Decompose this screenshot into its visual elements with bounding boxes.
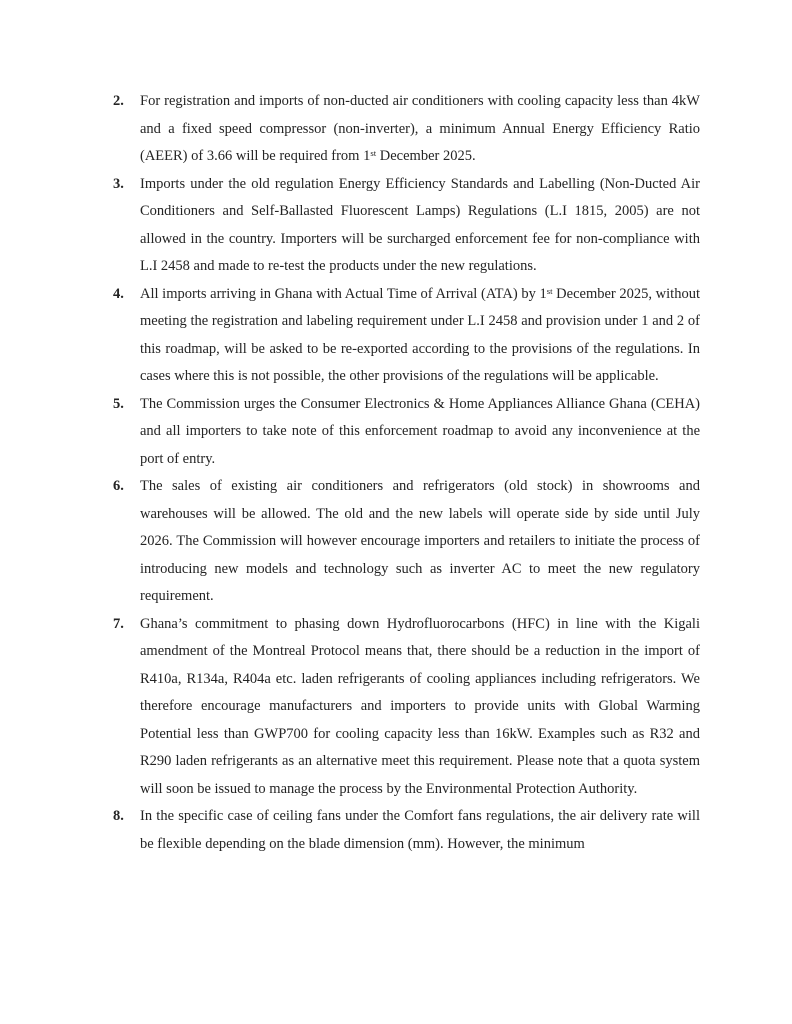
list-item bbox=[113, 611, 700, 804]
list-item bbox=[113, 281, 700, 391]
ordinal-suffix: st bbox=[546, 285, 553, 296]
item-number: 6. bbox=[113, 478, 124, 494]
item-text: For registration and imports of non-ducted air conditioners with cooling capacity less than 4kW and a fixed speed compressor (non-inverter), a minimum Annual Energy Efficiency Ratio (AEER) of 3.66 will be required from 1st December 2025. bbox=[140, 93, 700, 164]
list-item bbox=[113, 88, 700, 171]
item-text: Ghana’s commitment to phasing down Hydrofluorocarbons (HFC) in line with the Kigali amendment of the Montreal Protocol means that, there should be a reduction in the import of R410a, R134a, R404a etc. laden refrigerants of cooling appliances including refrigerators. We therefore encourage manufacturers and importers to provide units with Global Warming Potential less than GWP700 for cooling capacity less than 16kW. Examples such as R32 and R290 laden refrigerants as an alternative meet this requirement. Please note that a quota system will soon be issued to manage the process by the Environmental Protection Authority. bbox=[140, 615, 700, 797]
item-text: In the specific case of ceiling fans under the Comfort fans regulations, the air delivery rate will be flexible depending on the blade dimension (mm). However, the minimum bbox=[140, 808, 700, 852]
item-number: 5. bbox=[113, 395, 124, 412]
item-number: 2. bbox=[113, 93, 124, 109]
item-number: 3. bbox=[113, 175, 124, 192]
item-text: The Commission urges the Consumer Electronics & Home Appliances Alliance Ghana (CEHA) and all importers to take note of this enforcement roadmap to avoid any inconvenience at the port of entry. bbox=[140, 395, 700, 467]
ordinal-suffix: st bbox=[370, 148, 377, 159]
list-item bbox=[113, 391, 700, 474]
item-text: The sales of existing air conditioners and refrigerators (old stock) in showrooms and warehouses will be allowed. The old and the new labels will operate side by side until July 2026. The Commission will however encourage importers and retailers to initiate the process of introducing new models and technology such as inverter AC to meet the new regulatory requirement. bbox=[140, 478, 700, 604]
list-item bbox=[113, 473, 700, 611]
item-text: Imports under the old regulation Energy Efficiency Standards and Labelling (Non-Ducted Air Conditioners and Self-Ballasted Fluorescent Lamps) Regulations (L.I 1815, 2005) are not allowed in the country. Importers will be surcharged enforcement fee for non-compliance with L.I 2458 and made to re-test the products under the new regulations. bbox=[140, 175, 700, 274]
item-number: 4. bbox=[113, 285, 124, 302]
item-number: 8. bbox=[113, 808, 124, 824]
list-item bbox=[113, 171, 700, 281]
list-item bbox=[113, 803, 700, 858]
numbered-list bbox=[113, 88, 700, 858]
item-text: All imports arriving in Ghana with Actual Time of Arrival (ATA) by 1st December 2025, without meeting the registration and labeling requirement under L.I 2458 and provision under 1 and 2 of this roadmap, will be asked to be re-exported according to the provisions of the regulations. In cases where this is not possible, the other provisions of the regulations will be applicable. bbox=[140, 285, 700, 384]
item-number: 7. bbox=[113, 615, 124, 632]
